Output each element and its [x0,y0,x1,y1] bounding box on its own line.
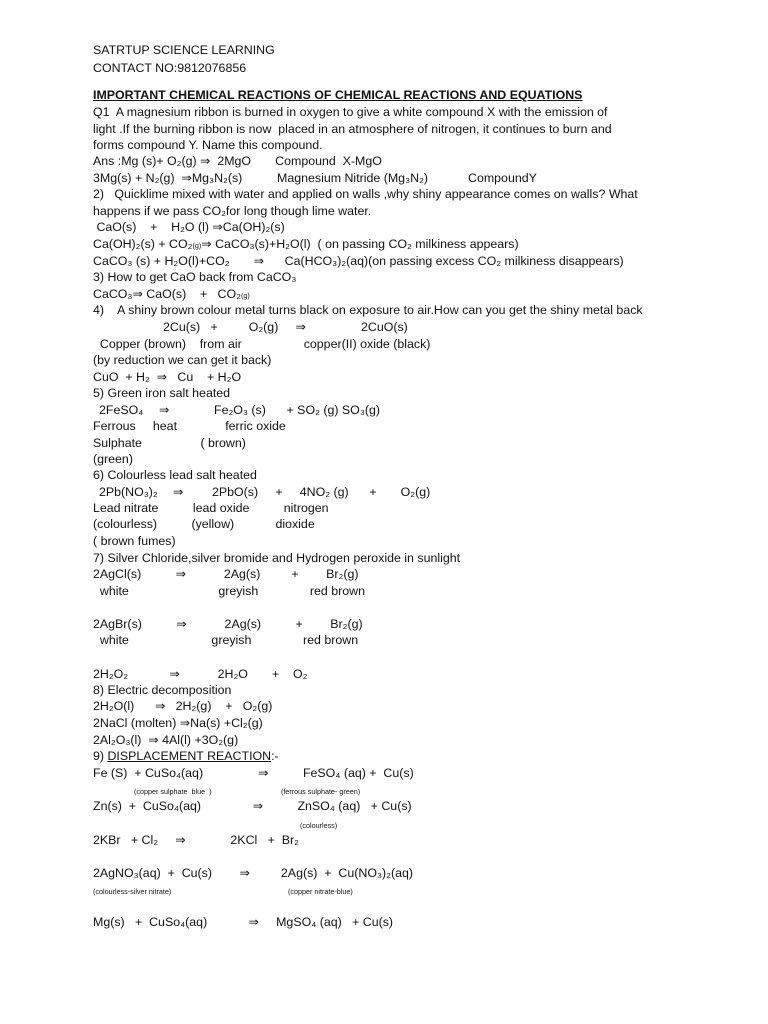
q9-note-4-right: (copper nitrate-blue) [288,887,353,896]
q4-equation-1: 2Cu(s) + O₂(g) ⇒ 2CuO(s) [163,320,408,334]
q2-equation-2-left: Ca(OH)₂(s) + CO₂ [93,237,193,251]
q8-equation-2: 2NaCl (molten) ⇒Na(s) +Cl₂(g) [93,716,263,730]
q5-equation-arrow: ⇒ [159,403,170,417]
q1-line-1: Q1 A magnesium ribbon is burned in oxygen to give a white compound X with the emission of [93,105,608,119]
q9-equation-4: 2AgNO₃(aq) + Cu(s) ⇒ 2Ag(s) + Cu(NO₃)₂(aq) [93,866,413,880]
q6-equation-arrow: ⇒ [173,485,184,499]
q1-answer-2-equation: 3Mg(s) + N₂(g) ⇒Mg₃N₂(s) [93,171,243,185]
q6-line-1: 6) Colourless lead salt heated [93,468,257,482]
q4-line-1: 4) A shiny brown colour metal turns black on exposure to air.How can you get the shiny metal back [93,303,643,317]
q5-label-1: Ferrous heat ferric oxide [93,419,286,433]
q9-heading: DISPLACEMENT REACTION [107,749,272,763]
q9-note-4-left: (colourless-silver nitrate) [93,887,172,896]
q7-equation-3: 2H₂O₂ ⇒ 2H₂O + O₂ [93,667,308,681]
q2-line-2: happens if we pass CO₂for long though lime water. [93,204,372,218]
q3-equation-1-subscript: (g) [240,291,250,300]
page-title: IMPORTANT CHEMICAL REACTIONS OF CHEMICAL REACTIONS AND EQUATIONS [93,88,583,102]
q5-label-2: Sulphate ( brown) [93,436,246,450]
q9-note-2: (colourless) [300,821,338,830]
q7-equation-1: 2AgCl(s) ⇒ 2Ag(s) + Br₂(g) [93,567,359,581]
q6-label-2: (colourless) (yellow) dioxide [93,517,315,531]
q8-line-1: 8) Electric decomposition [93,683,232,697]
q3-line-1: 3) How to get CaO back from CaCO₃ [93,270,297,284]
q9-note-1-left: (copper sulphate blue ) [134,787,212,796]
q6-equation-products: 2PbO(s) + 4NO₂ (g) + O₂(g) [212,485,431,499]
q7-label-2: white greyish red brown [93,633,359,647]
q5-equation-reactant: 2FeSO₄ [99,403,144,417]
q2-equation-1: CaO(s) + H₂O (l) ⇒Ca(OH)₂(s) [93,220,285,234]
q2-equation-2 [93,236,519,252]
q6-label-1: Lead nitrate lead oxide nitrogen [93,501,329,515]
q4-note: (by reduction we can get it back) [93,353,272,367]
q1-answer: Ans :Mg (s)+ O₂(g) ⇒ 2MgO Compound X-MgO [93,154,382,168]
q9-suffix: :- [271,749,279,763]
q7-label-1: white greyish red brown [93,584,365,598]
q6-equation-reactant: 2Pb(NO₃)₂ [99,485,158,499]
q3-equation-1 [93,286,250,302]
q9-note-1-right: (ferrous sulphate- green) [281,787,361,796]
q4-equation-2: CuO + H₂ ⇒ Cu + H₂O [93,370,242,384]
q5-equation-products: Fe₂O₃ (s) + SO₂ (g) SO₃(g) [214,403,381,417]
q1-line-3: forms compound Y. Name this compound. [93,138,323,152]
q2-equation-2-right: ⇒ CaCO₃(s)+H₂O(l) ( on passing CO₂ milkiness appears) [201,237,519,251]
q8-equation-1: 2H₂O(l) ⇒ 2H₂(g) + O₂(g) [93,699,273,713]
q9-equation-2: Zn(s) + CuSo₄(aq) ⇒ ZnSO₄ (aq) + Cu(s) [93,799,412,813]
q1-answer-2-compound: CompoundY [468,171,537,185]
q1-answer-2-name: Magnesium Nitride (Mg₃N₂) [277,171,429,185]
q2-line-1: 2) Quicklime mixed with water and applied on walls ,why shiny appearance comes on walls? What [93,187,638,201]
q9-equation-3: 2KBr + Cl₂ ⇒ 2KCl + Br₂ [93,833,299,847]
q7-equation-2: 2AgBr(s) ⇒ 2Ag(s) + Br₂(g) [93,617,363,631]
q9-equation-1: Fe (S) + CuSo₄(aq) ⇒ FeSO₄ (aq) + Cu(s) [93,766,414,780]
q8-equation-3: 2Al₂O₃(l) ⇒ 4Al(l) +3O₂(g) [93,733,239,747]
q2-equation-2-subscript: (g) [192,241,202,250]
q2-equation-3: CaCO₃ (s) + H₂O(l)+CO₂ ⇒ Ca(HCO₃)₂(aq)(on passing excess CO₂ milkiness disappears) [93,254,624,268]
header-org: SATRTUP SCIENCE LEARNING [93,43,275,57]
q1-line-2: light .If the burning ribbon is now placed in an atmosphere of nitrogen, it continues to burn and [93,122,612,136]
q6-label-3: ( brown fumes) [93,534,176,548]
header-contact: CONTACT NO:9812076856 [93,61,247,75]
q5-label-3: (green) [93,452,133,466]
q7-line-1: 7) Silver Chloride,silver bromide and Hydrogen peroxide in sunlight [93,551,461,565]
q5-line-1: 5) Green iron salt heated [93,386,231,400]
q9-equation-5: Mg(s) + CuSo₄(aq) ⇒ MgSO₄ (aq) + Cu(s) [93,915,394,929]
q9-prefix: 9) [93,749,108,763]
q4-labels: Copper (brown) from air copper(II) oxide (black) [93,337,431,351]
q3-equation-1-main: CaCO₃⇒ CaO(s) + CO₂ [93,287,241,301]
q9-line-1 [93,748,279,764]
